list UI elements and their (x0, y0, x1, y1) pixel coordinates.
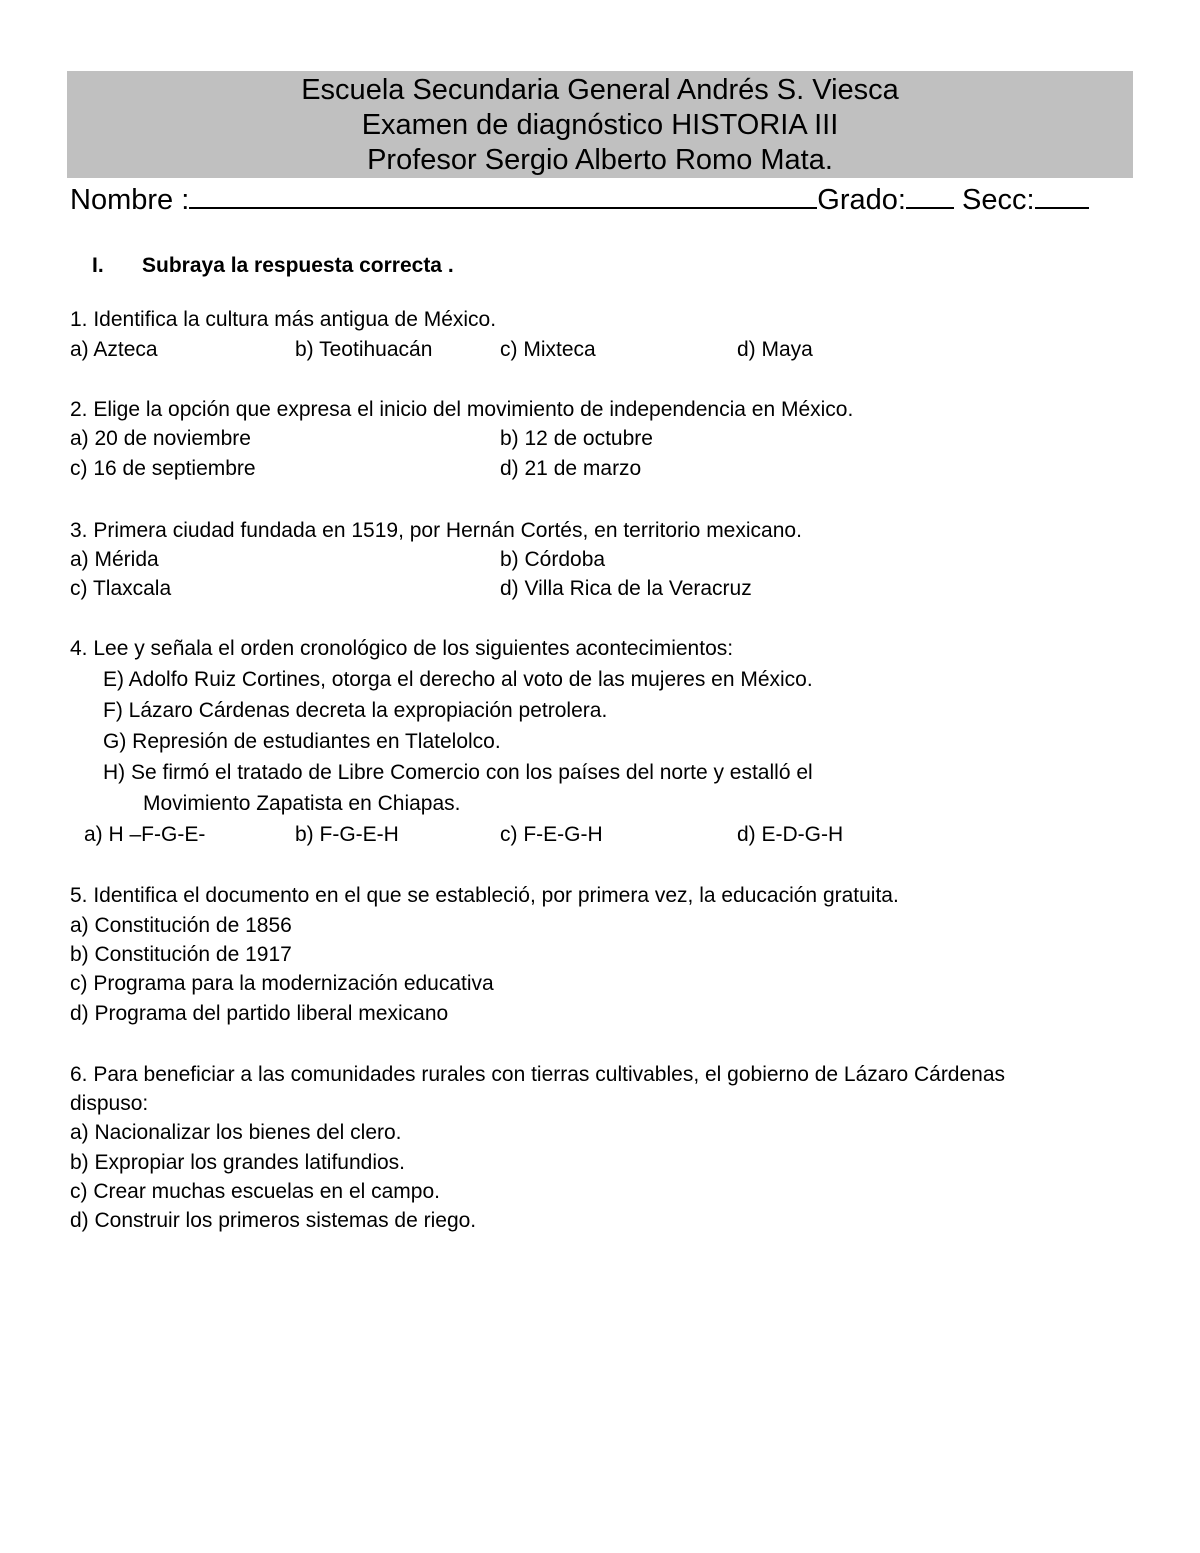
question-5: 5. Identifica el documento en el que se estableció, por primera vez, la educación gratuita. (70, 884, 899, 907)
q3-option-b[interactable]: b) Córdoba (500, 548, 606, 571)
q4-option-a[interactable]: a) H –F-G-E- (84, 823, 206, 846)
q4-event-f: F) Lázaro Cárdenas decreta la expropiación petrolera. (103, 699, 608, 722)
question-3: 3. Primera ciudad fundada en 1519, por Hernán Cortés, en territorio mexicano. (70, 519, 802, 542)
q6-option-c[interactable]: c) Crear muchas escuelas en el campo. (70, 1180, 440, 1203)
section-number: I. (92, 254, 104, 277)
q3-option-a[interactable]: a) Mérida (70, 548, 159, 571)
name-blank[interactable] (189, 181, 817, 209)
q2-option-c[interactable]: c) 16 de septiembre (70, 457, 256, 480)
q6-option-b[interactable]: b) Expropiar los grandes latifundios. (70, 1151, 406, 1174)
q4-option-c[interactable]: c) F-E-G-H (500, 823, 603, 846)
question-4: 4. Lee y señala el orden cronológico de los siguientes acontecimientos: (70, 637, 734, 660)
school-name: Escuela Secundaria General Andrés S. Viesca (301, 74, 899, 106)
q2-option-b[interactable]: b) 12 de octubre (500, 427, 653, 450)
section-label: Secc: (962, 184, 1035, 216)
question-2: 2. Elige la opción que expresa el inicio del movimiento de independencia en México. (70, 398, 854, 421)
q6-option-d[interactable]: d) Construir los primeros sistemas de riego. (70, 1209, 477, 1232)
section-blank[interactable] (1035, 181, 1089, 209)
q2-option-a[interactable]: a) 20 de noviembre (70, 427, 251, 450)
section-heading (92, 254, 454, 278)
grade-label: Grado: (817, 184, 906, 216)
q6-option-a[interactable]: a) Nacionalizar los bienes del clero. (70, 1121, 402, 1144)
exam-header (67, 71, 1133, 178)
q4-option-b[interactable]: b) F-G-E-H (295, 823, 399, 846)
q5-option-b[interactable]: b) Constitución de 1917 (70, 943, 292, 966)
student-info-row (70, 181, 1130, 219)
q4-event-g: G) Represión de estudiantes en Tlatelolco. (103, 730, 501, 753)
q1-option-b[interactable]: b) Teotihuacán (295, 338, 433, 361)
q3-option-d[interactable]: d) Villa Rica de la Veracruz (500, 577, 752, 600)
q3-option-c[interactable]: c) Tlaxcala (70, 577, 172, 600)
q5-option-d[interactable]: d) Programa del partido liberal mexicano (70, 1002, 449, 1025)
question-6: 6. Para beneficiar a las comunidades rurales con tierras cultivables, el gobierno de Lázaro Cárdenas (70, 1063, 1006, 1086)
q4-option-d[interactable]: d) E-D-G-H (737, 823, 844, 846)
q2-option-d[interactable]: d) 21 de marzo (500, 457, 642, 480)
q1-option-d[interactable]: d) Maya (737, 338, 813, 361)
grade-blank[interactable] (906, 181, 954, 209)
q4-event-h: H) Se firmó el tratado de Libre Comercio con los países del norte y estalló el (103, 761, 813, 784)
section-instruction: Subraya la respuesta correcta . (142, 254, 454, 277)
q1-option-c[interactable]: c) Mixteca (500, 338, 596, 361)
q4-event-h-cont: Movimiento Zapatista en Chiapas. (143, 792, 461, 815)
question-1: 1. Identifica la cultura más antigua de México. (70, 308, 497, 331)
q4-event-e: E) Adolfo Ruiz Cortines, otorga el derecho al voto de las mujeres en México. (103, 668, 813, 691)
exam-title: Examen de diagnóstico HISTORIA III (361, 109, 839, 141)
q5-option-a[interactable]: a) Constitución de 1856 (70, 914, 292, 937)
q5-option-c[interactable]: c) Programa para la modernización educativa (70, 972, 494, 995)
question-6-cont: dispuso: (70, 1092, 149, 1115)
q1-option-a[interactable]: a) Azteca (70, 338, 158, 361)
name-label: Nombre : (70, 184, 190, 216)
teacher-name: Profesor Sergio Alberto Romo Mata. (367, 144, 833, 176)
